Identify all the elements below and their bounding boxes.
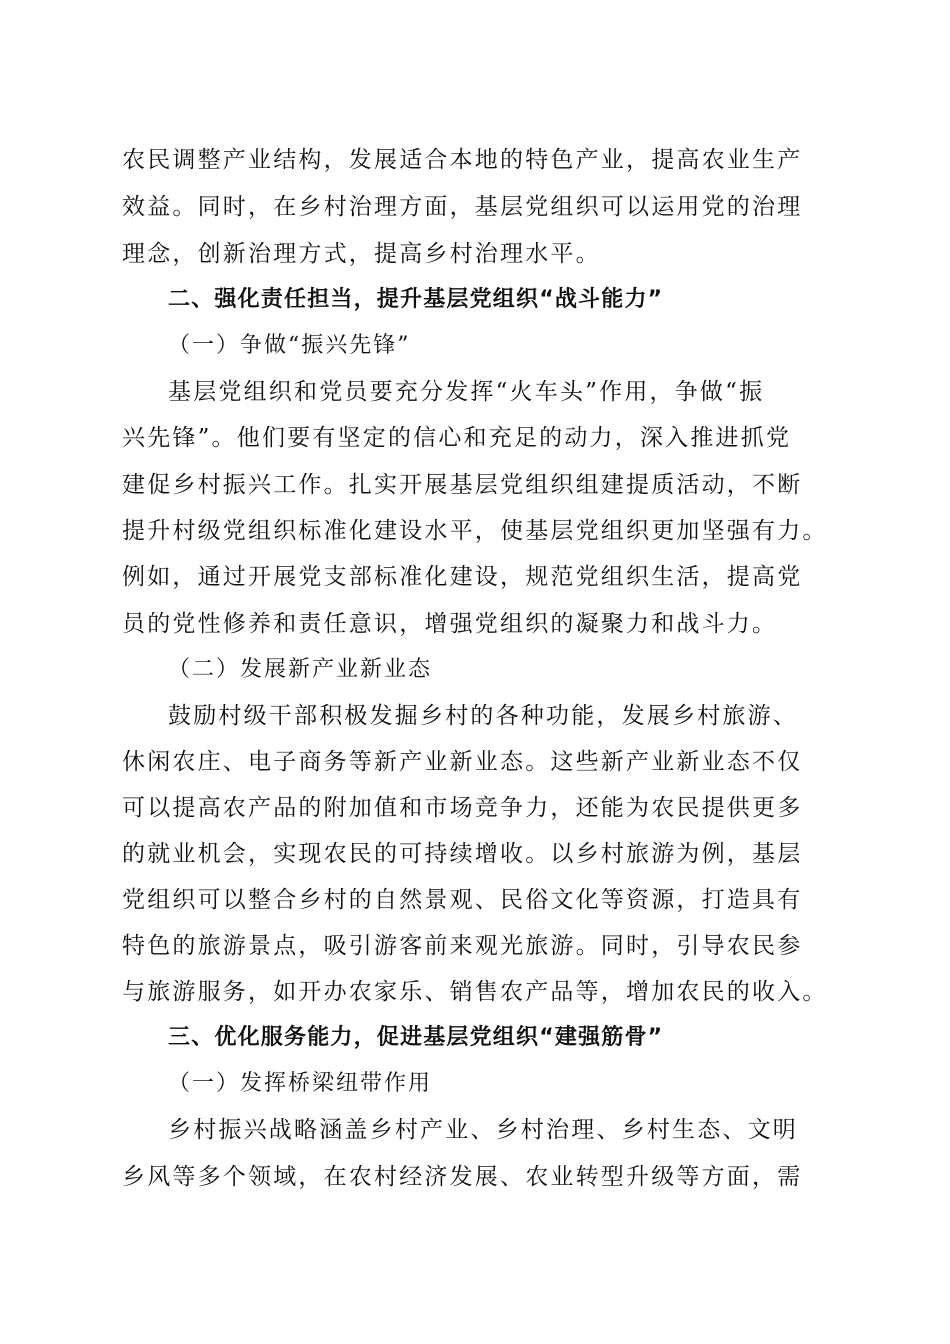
section-heading-2: 二、强化责任担当，提升基层党组织“战斗能力”: [168, 287, 664, 312]
paragraph-line: 员的党性修养和责任意识，增强党组织的凝聚力和战斗力。: [122, 611, 778, 637]
paragraph-line: 乡村振兴战略涵盖乡村产业、乡村治理、乡村生态、文明: [168, 1117, 798, 1143]
paragraph-line: 鼓励村级干部积极发掘乡村的各种功能，发展乡村旅游、: [168, 703, 798, 729]
paragraph-line: 特色的旅游景点，吸引游客前来观光旅游。同时，引导农民参: [122, 933, 803, 959]
subsection-heading: （一）发挥桥梁纽带作用: [168, 1071, 433, 1096]
paragraph-line: 乡风等多个领域，在农村经济发展、农业转型升级等方面，需: [122, 1164, 803, 1190]
subsection-heading: （一）争做“振兴先锋”: [168, 333, 411, 358]
paragraph-line: 建促乡村振兴工作。扎实开展基层党组织组建提质活动，不断: [122, 472, 803, 498]
paragraph-line: 与旅游服务，如开办农家乐、销售农产品等，增加农民的收入。: [122, 979, 828, 1005]
paragraph-line: 休闲农庄、电子商务等新产业新业态。这些新产业新业态不仅: [122, 749, 803, 775]
paragraph-line: 例如，通过开展党支部标准化建设，规范党组织生活，提高党: [122, 564, 803, 590]
subsection-heading: （二）发展新产业新业态: [168, 657, 433, 682]
paragraph-line: 基层党组织和党员要充分发挥“火车头”作用，争做“振: [168, 379, 765, 405]
paragraph-line: 党组织可以整合乡村的自然景观、民俗文化等资源，打造具有: [122, 887, 803, 913]
paragraph-line: 农民调整产业结构，发展适合本地的特色产业，提高农业生产: [122, 147, 803, 173]
paragraph-line: 的就业机会，实现农民的可持续增收。以乡村旅游为例，基层: [122, 841, 803, 867]
paragraph-line: 理念，创新治理方式，提高乡村治理水平。: [122, 241, 601, 267]
paragraph-line: 可以提高农产品的附加值和市场竞争力，还能为农民提供更多: [122, 795, 803, 821]
paragraph-line: 效益。同时，在乡村治理方面，基层党组织可以运用党的治理: [122, 194, 803, 220]
paragraph-line: 兴先锋”。他们要有坚定的信心和充足的动力，深入推进抓党: [122, 425, 792, 451]
section-heading-3: 三、优化服务能力，促进基层党组织“建强筋骨”: [168, 1025, 664, 1050]
paragraph-line: 提升村级党组织标准化建设水平，使基层党组织更加坚强有力。: [122, 518, 828, 544]
